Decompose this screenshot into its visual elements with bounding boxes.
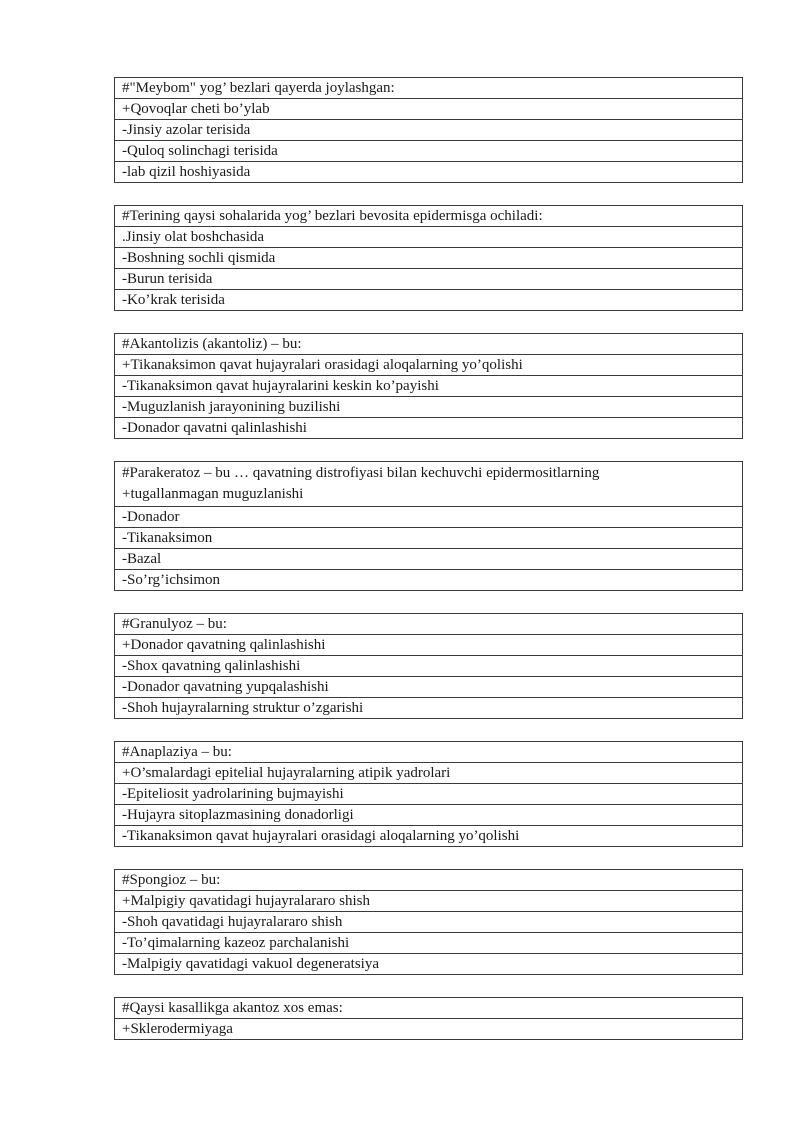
answer-option: -Jinsiy azolar terisida xyxy=(115,120,743,141)
answer-option: +Tikanaksimon qavat hujayralari orasidagi aloqalarning yo’qolishi xyxy=(115,355,743,376)
question-block xyxy=(114,741,743,847)
question-text: #"Meybom" yog’ bezlari qayerda joylashgan: xyxy=(115,78,743,99)
answer-option: +O’smalardagi epitelial hujayralarning atipik yadrolari xyxy=(115,763,743,784)
answer-option: -Tikanaksimon xyxy=(115,528,743,549)
answer-option: -Muguzlanish jarayonining buzilishi xyxy=(115,397,743,418)
question-line-1: #Parakeratoz – bu … qavatning distrofiyasi bilan kechuvchi epidermositlarning xyxy=(122,465,600,481)
question-text: #Spongioz – bu: xyxy=(115,870,743,891)
answer-option: -Donador qavatning yupqalashishi xyxy=(115,677,743,698)
answer-option: -Donador xyxy=(115,507,743,528)
answer-option: +Qovoqlar cheti bo’ylab xyxy=(115,99,743,120)
answer-option: +Donador qavatning qalinlashishi xyxy=(115,635,743,656)
question-block xyxy=(114,869,743,975)
answer-option: -lab qizil hoshiyasida xyxy=(115,162,743,183)
answer-option: -Tikanaksimon qavat hujayralari orasidagi aloqalarning yo’qolishi xyxy=(115,826,743,847)
answer-option: -Malpigiy qavatidagi vakuol degeneratsiya xyxy=(115,954,743,975)
answer-option: -Boshning sochli qismida xyxy=(115,248,743,269)
question-text: #Anaplaziya – bu: xyxy=(115,742,743,763)
question-line-2: +tugallanmagan muguzlanishi xyxy=(122,486,304,502)
answer-option: -Burun terisida xyxy=(115,269,743,290)
answer-option: +Sklerodermiyaga xyxy=(115,1019,743,1040)
answer-option: +Malpigiy qavatidagi hujayralararo shish xyxy=(115,891,743,912)
answer-option: -Ko’krak terisida xyxy=(115,290,743,311)
question-text: #Terining qaysi sohalarida yog’ bezlari bevosita epidermisga ochiladi: xyxy=(115,206,743,227)
question-text xyxy=(115,462,743,507)
question-block xyxy=(114,205,743,311)
question-text: #Qaysi kasallikga akantoz xos emas: xyxy=(115,998,743,1019)
answer-option: -Shox qavatning qalinlashishi xyxy=(115,656,743,677)
document-page xyxy=(114,77,743,1062)
answer-option: -Epiteliosit yadrolarining bujmayishi xyxy=(115,784,743,805)
answer-option: -Donador qavatni qalinlashishi xyxy=(115,418,743,439)
question-block xyxy=(114,77,743,183)
question-text: #Granulyoz – bu: xyxy=(115,614,743,635)
answer-option: -To’qimalarning kazeoz parchalanishi xyxy=(115,933,743,954)
answer-option: -Quloq solinchagi terisida xyxy=(115,141,743,162)
answer-option: -Tikanaksimon qavat hujayralarini keskin ko’payishi xyxy=(115,376,743,397)
answer-option: -Bazal xyxy=(115,549,743,570)
question-block xyxy=(114,461,743,591)
question-block xyxy=(114,333,743,439)
answer-option: .Jinsiy olat boshchasida xyxy=(115,227,743,248)
question-block xyxy=(114,997,743,1040)
answer-option: -Shoh qavatidagi hujayralararo shish xyxy=(115,912,743,933)
question-block xyxy=(114,613,743,719)
answer-option: -Shoh hujayralarning struktur o’zgarishi xyxy=(115,698,743,719)
question-text: #Akantolizis (akantoliz) – bu: xyxy=(115,334,743,355)
answer-option: -Hujayra sitoplazmasining donadorligi xyxy=(115,805,743,826)
answer-option: -So’rg’ichsimon xyxy=(115,570,743,591)
